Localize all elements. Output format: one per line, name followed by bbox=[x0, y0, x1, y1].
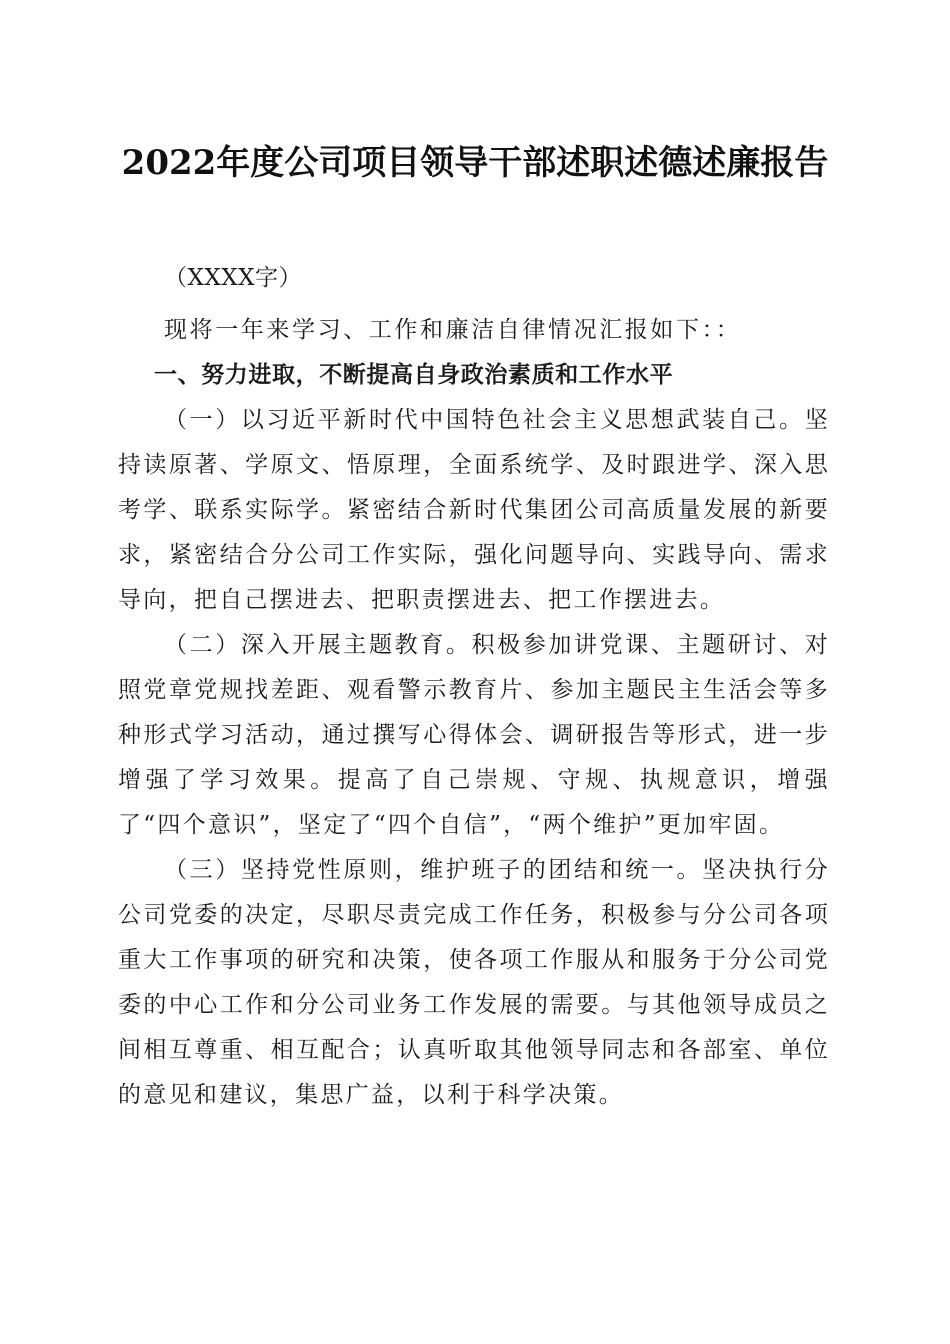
intro-paragraph: 现将一年来学习、工作和廉洁自律情况汇报如下：： bbox=[164, 317, 742, 343]
paragraph-2 bbox=[118, 623, 830, 848]
paragraph-1 bbox=[118, 398, 830, 623]
paragraph-2-lead: （二）深入开展主题教育。 bbox=[164, 632, 472, 658]
paragraph-3-text: 坚决执行分公司党委的决定，尽职尽责完成工作任务，积极参与分公司各项重大工作事项的研究和决策，使各项工作服从和服务于分公司党委的中心工作和分公司业务工作发展的需要。与其他领导成员之间相互尊重、相互配合；认真听取其他领导同志和各部室、单位的意见和建议，集思广益，以利于科学决策。 bbox=[118, 857, 830, 1108]
section-heading-1: 一、努力进取，不断提高自身政治素质和工作水平 bbox=[154, 362, 674, 388]
paragraph-1-lead: （一）以习近平新时代中国特色社会主义思想武装自己。 bbox=[164, 407, 805, 433]
word-count: （XXXX字） bbox=[164, 265, 302, 291]
document-title: 2022年度公司项目领导干部述职述德述廉报告 bbox=[121, 143, 829, 183]
paragraph-3-lead: （三）坚持党性原则，维护班子的团结和统一。 bbox=[164, 857, 703, 883]
paragraph-3 bbox=[118, 848, 830, 1118]
document-body bbox=[118, 256, 830, 1118]
paragraph-1-text: 坚持读原著、学原文、悟原理，全面系统学、及时跟进学、深入思考学、联系实际学。紧密结合新时代集团公司高质量发展的新要求，紧密结合分公司工作实际，强化问题导向、实践导向、需求导向，把自己摆进去、把职责摆进去、把工作摆进去。 bbox=[118, 407, 830, 613]
paragraph-2-text: 积极参加讲党课、主题研讨、对照党章党规找差距、观看警示教育片、参加主题民主生活会等多种形式学习活动，通过撰写心得体会、调研报告等形式，进一步增强了学习效果。提高了自己崇规、守规、执规意识，增强了“四个意识”，坚定了“四个自信”，“两个维护”更加牢固。 bbox=[118, 632, 830, 838]
